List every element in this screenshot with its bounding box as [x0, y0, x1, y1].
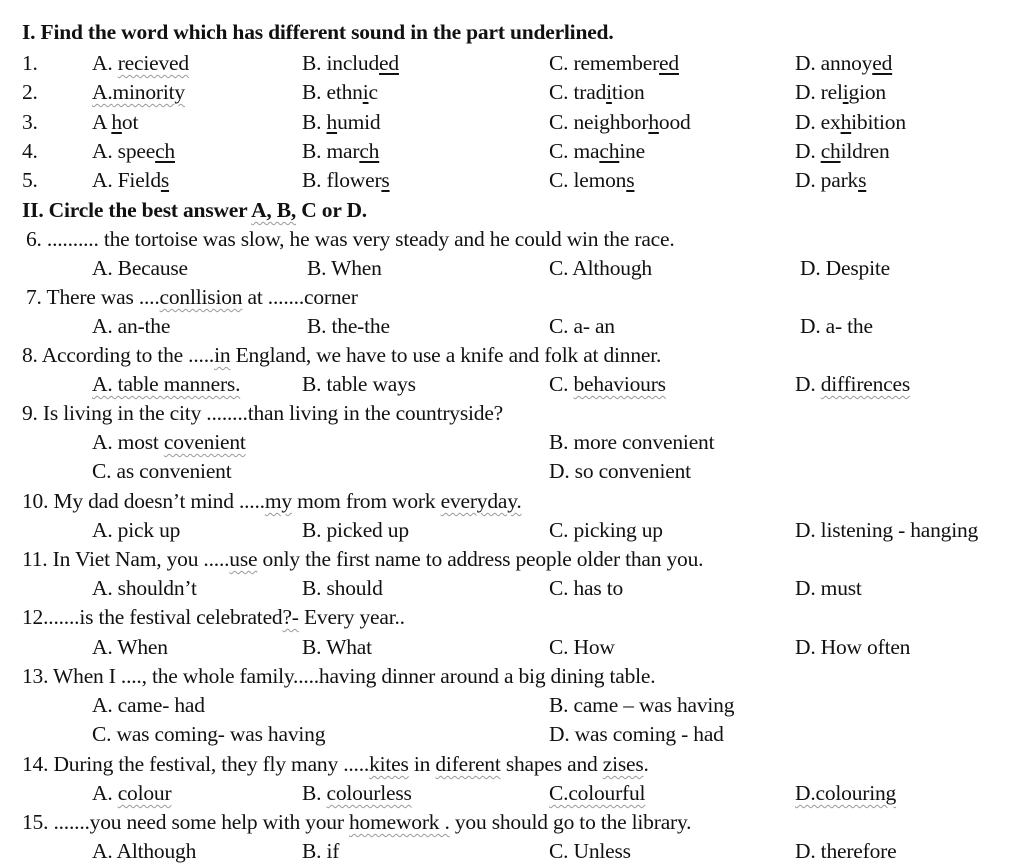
option-b: B. included — [302, 51, 399, 75]
question-text: 12.......is the festival celebrated?- Every year.. — [22, 605, 405, 629]
question-7-options — [0, 312, 1024, 340]
option-d: D.colouring — [795, 781, 897, 805]
part2-heading: II. Circle the best answer A, B, C or D. — [22, 198, 367, 222]
option-b: B. ethnic — [302, 80, 378, 104]
question-12 — [0, 603, 1024, 631]
option-a: A. speech — [92, 139, 175, 163]
row-number: 5. — [22, 168, 38, 192]
question-text: 9. Is living in the city ........than living in the countryside? — [22, 401, 504, 425]
option-d: D. Despite — [800, 256, 890, 280]
question-text: 6. .......... the tortoise was slow, he was very steady and he could win the race. — [26, 227, 675, 251]
option-a: A. Although — [92, 839, 197, 863]
question-15-options — [0, 837, 1024, 865]
row-number: 4. — [22, 139, 38, 163]
question-text: 8. According to the .....in England, we have to use a knife and folk at dinner. — [22, 343, 662, 367]
option-d: D. religion — [795, 80, 886, 104]
option-c: C. has to — [549, 576, 624, 600]
part1-row-3 — [0, 108, 1024, 136]
option-c: C. neighborhood — [549, 110, 691, 134]
option-d: D. parks — [795, 168, 867, 192]
row-number: 2. — [22, 80, 38, 104]
option-c: C. picking up — [549, 518, 663, 542]
question-11-options — [0, 574, 1024, 602]
question-text: 7. There was ....conllision at .......corner — [26, 285, 358, 309]
option-d: D. exhibition — [795, 110, 906, 134]
question-14 — [0, 750, 1024, 778]
option-a: A. colour — [92, 781, 172, 805]
option-c: C. tradition — [549, 80, 645, 104]
question-11 — [0, 545, 1024, 573]
option-c: C. Unless — [549, 839, 631, 863]
option-a: A.minority — [92, 80, 185, 104]
question-8-options — [0, 370, 1024, 398]
option-b: B. picked up — [302, 518, 409, 542]
row-number: 1. — [22, 51, 38, 75]
question-13-options-row2 — [0, 720, 1024, 748]
option-d: D. children — [795, 139, 890, 163]
option-a: A. shouldn’t — [92, 576, 197, 600]
option-b: B. flowers — [302, 168, 390, 192]
question-9 — [0, 399, 1024, 427]
option-b: B. When — [307, 256, 382, 280]
option-c: C. lemons — [549, 168, 635, 192]
question-text: 10. My dad doesn’t mind .....my mom from work everyday. — [22, 489, 522, 513]
option-c: C. Although — [549, 256, 652, 280]
question-12-options — [0, 633, 1024, 661]
option-a: A. table manners. — [92, 372, 241, 396]
option-b: B. if — [302, 839, 340, 863]
question-6 — [0, 225, 1024, 253]
option-c: C. behaviours — [549, 372, 666, 396]
option-a: A. an-the — [92, 314, 171, 338]
option-b: B. colourless — [302, 781, 412, 805]
part1-row-5 — [0, 166, 1024, 194]
option-a: A. pick up — [92, 518, 181, 542]
part2-heading-line — [0, 196, 1024, 224]
part1-row-4 — [0, 137, 1024, 165]
option-a: A. most covenient — [92, 430, 246, 454]
option-d: D. How often — [795, 635, 911, 659]
option-a: A. Fields — [92, 168, 170, 192]
option-b: B. more convenient — [549, 430, 715, 454]
option-c: C. machine — [549, 139, 645, 163]
question-9-options-row2 — [0, 457, 1024, 485]
option-d: D. so convenient — [549, 459, 691, 483]
option-d: D. annoyed — [795, 51, 893, 75]
question-15 — [0, 808, 1024, 836]
option-a: A. recieved — [92, 51, 189, 75]
option-a: A. came- had — [92, 693, 205, 717]
question-10 — [0, 487, 1024, 515]
option-c: C. was coming- was having — [92, 722, 326, 746]
option-d: D. diffirences — [795, 372, 911, 396]
question-13-options-row1 — [0, 691, 1024, 719]
question-10-options — [0, 516, 1024, 544]
part1-heading: I. Find the word which has different sound in the part underlined. — [22, 20, 614, 44]
part1-row-2 — [0, 78, 1024, 106]
option-b: B. humid — [302, 110, 381, 134]
part1-heading-line — [0, 18, 1024, 46]
question-9-options-row1 — [0, 428, 1024, 456]
option-d: D. must — [795, 576, 862, 600]
option-b: B. the-the — [307, 314, 390, 338]
option-b: B. table ways — [302, 372, 416, 396]
option-a: A. When — [92, 635, 168, 659]
option-c: C. remembered — [549, 51, 679, 75]
option-d: D. therefore — [795, 839, 897, 863]
option-b: B. What — [302, 635, 372, 659]
row-number: 3. — [22, 110, 38, 134]
option-b: B. march — [302, 139, 380, 163]
option-c: C. a- an — [549, 314, 615, 338]
option-b: B. came – was having — [549, 693, 735, 717]
question-7 — [0, 283, 1024, 311]
option-c: C.colourful — [549, 781, 646, 805]
option-d: D. listening - hanging — [795, 518, 979, 542]
question-text: 13. When I ...., the whole family.....having dinner around a big dining table. — [22, 664, 656, 688]
part1-row-1 — [0, 49, 1024, 77]
option-c: C. How — [549, 635, 615, 659]
option-c: C. as convenient — [92, 459, 232, 483]
option-b: B. should — [302, 576, 383, 600]
option-a: A. Because — [92, 256, 188, 280]
question-6-options — [0, 254, 1024, 282]
option-a: A hot — [92, 110, 139, 134]
question-text: 11. In Viet Nam, you .....use only the first name to address people older than you. — [22, 547, 704, 571]
question-text: 15. .......you need some help with your homework . you should go to the library. — [22, 810, 692, 834]
question-text: 14. During the festival, they fly many .....kites in diferent shapes and zises. — [22, 752, 649, 776]
question-14-options — [0, 779, 1024, 807]
question-8 — [0, 341, 1024, 369]
option-d: D. a- the — [800, 314, 873, 338]
option-d: D. was coming - had — [549, 722, 724, 746]
question-13 — [0, 662, 1024, 690]
